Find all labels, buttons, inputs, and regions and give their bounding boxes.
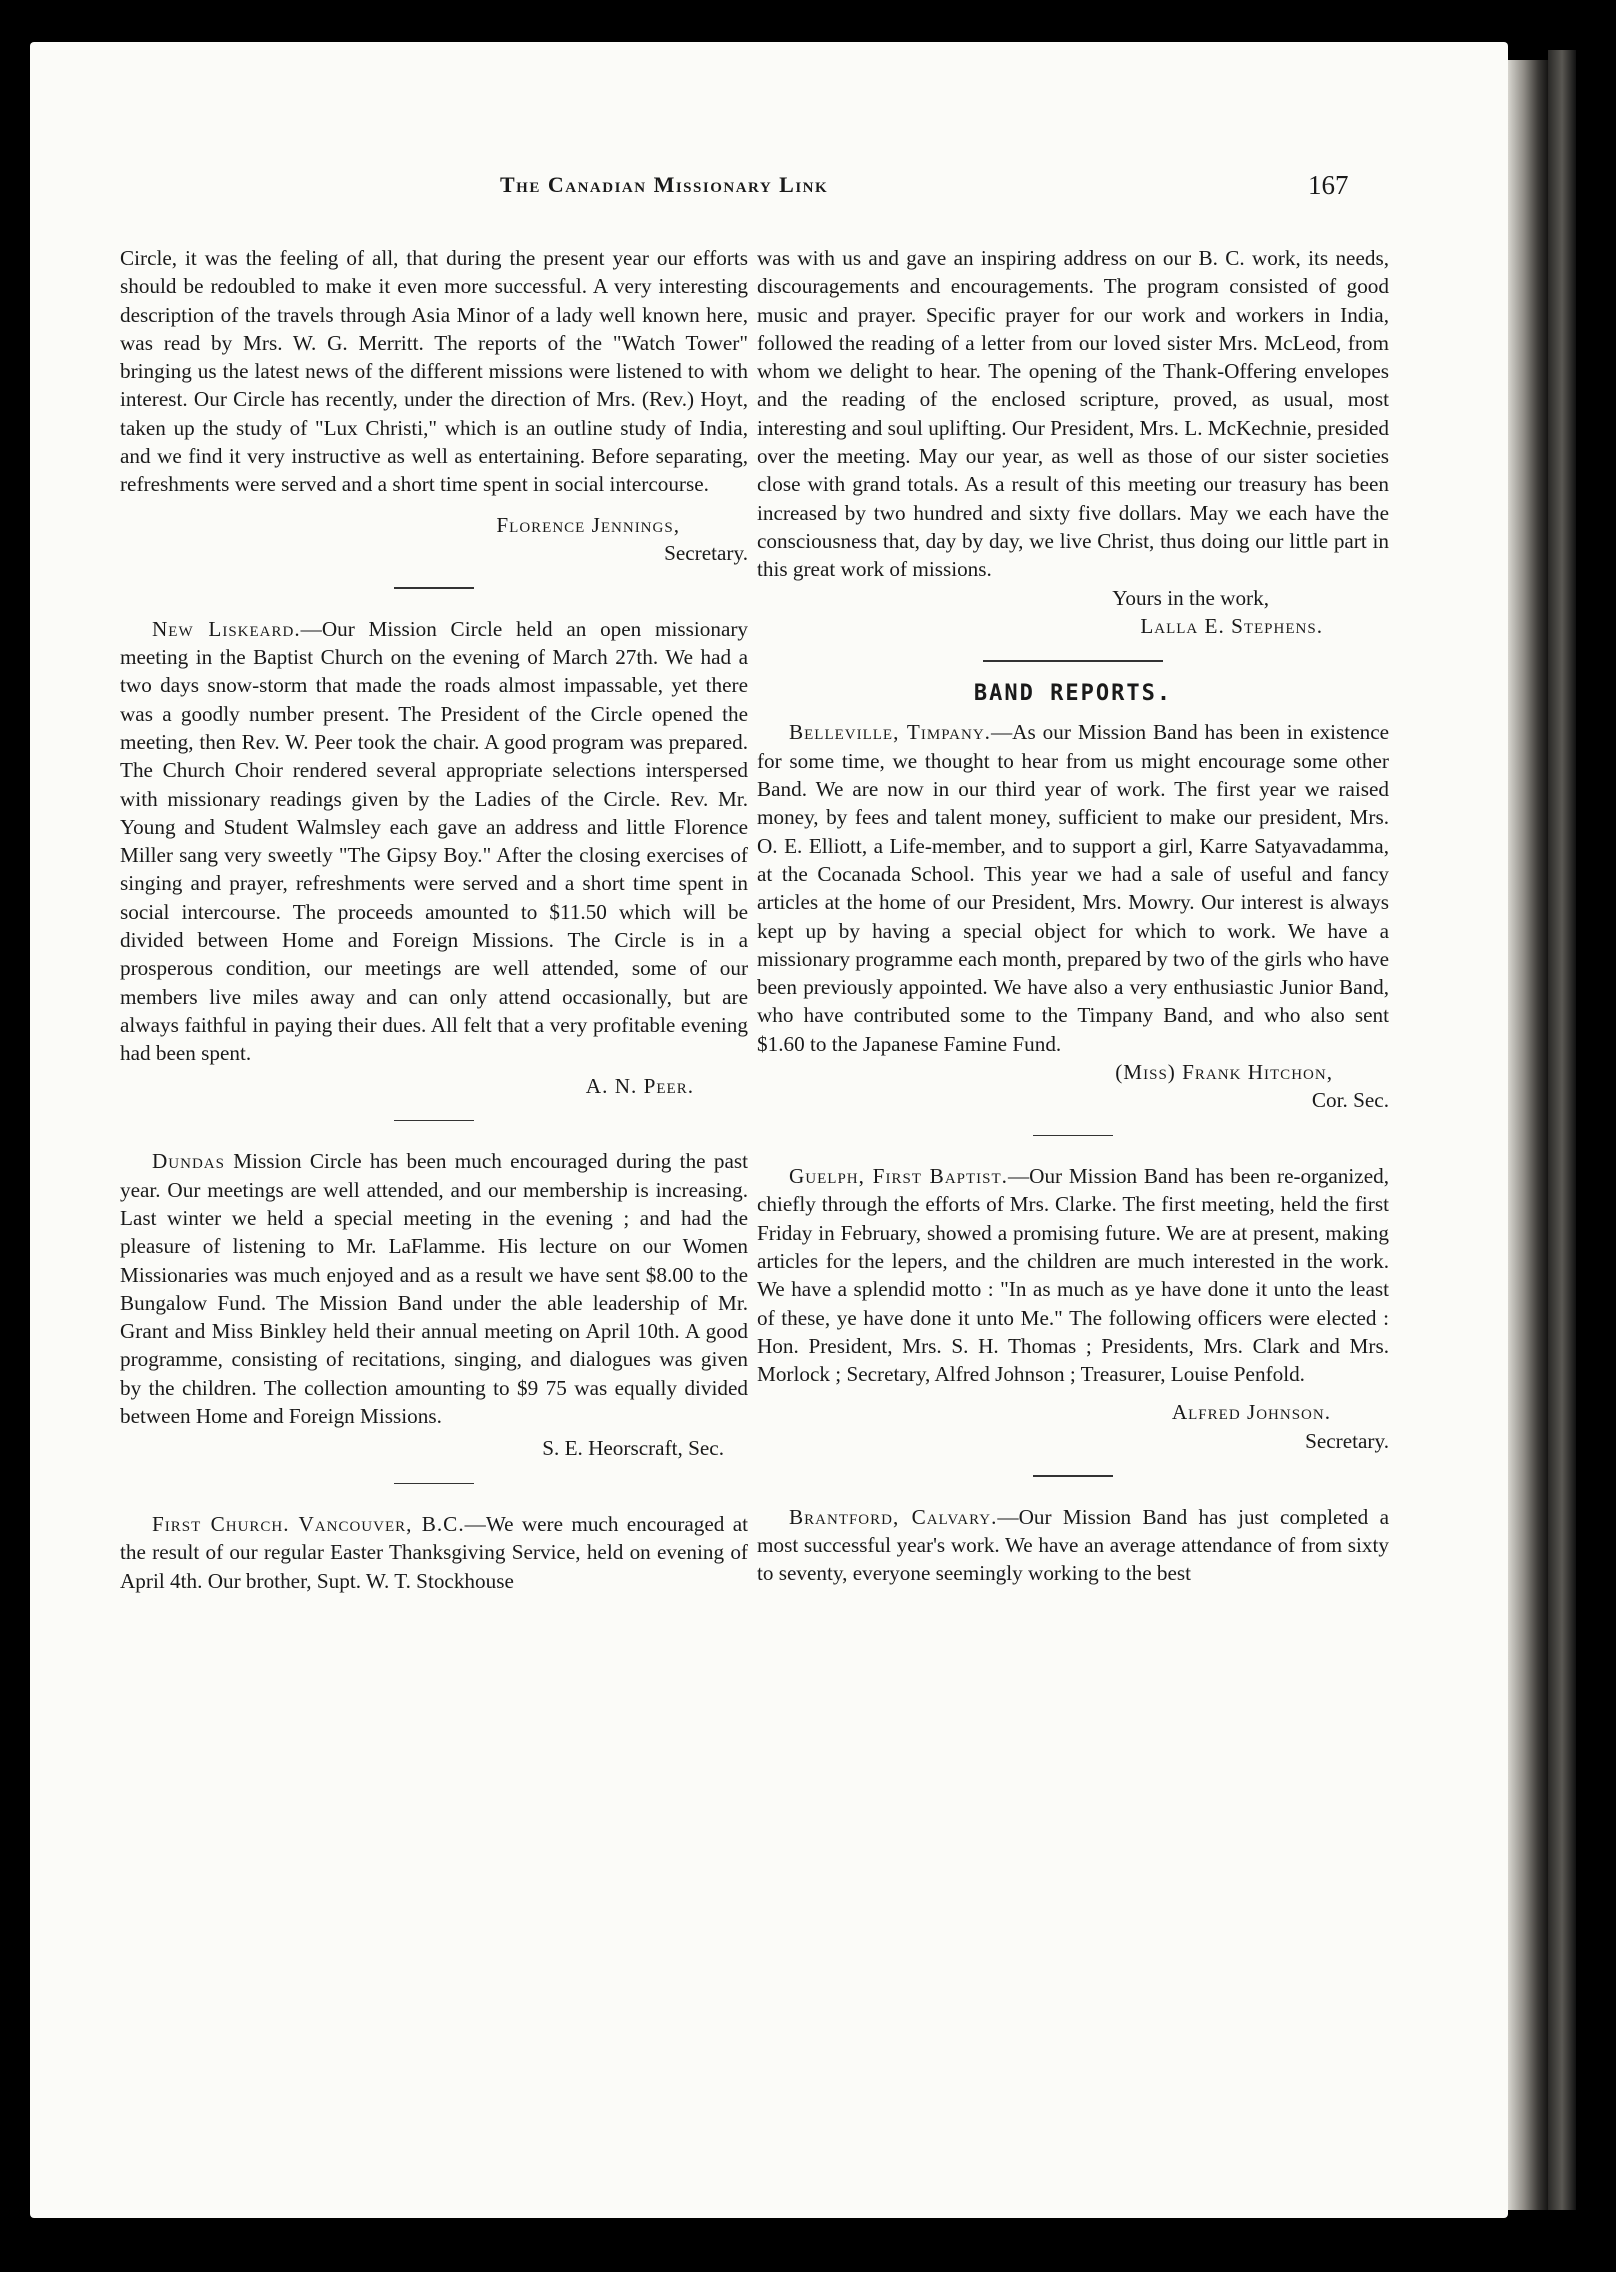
band-reports-heading: BAND REPORTS. xyxy=(973,681,1173,707)
guelph-heading: Guelph, First Baptist. xyxy=(789,1164,1008,1189)
dundas-text: Mission Circle has been much encouraged during the past year. Our meetings are well attended, and our membership is increasing. Last winter we held a special meeting in the evening ; and had the pleasure of listening to Mr. LaFlamme. His lecture on our Women Missionaries was much enjoyed and as a result we have sent $8.00 to the Bungalow Fund. The Mission Band under the able leadership of Mr. Grant and Miss Binkley held their annual meeting on April 10th. A good programme, consisting of recitations, singing, and dialogues was given by the children. The collection amounting to $9 75 was equally divided between Home and Foreign Missions. xyxy=(120,1149,748,1428)
page-number: 167 xyxy=(1308,170,1349,200)
guelph-report xyxy=(757,1162,1389,1388)
belleville-heading: Belleville, Timpany. xyxy=(789,720,991,745)
brantford-report xyxy=(757,1503,1389,1588)
section-divider xyxy=(394,1483,474,1485)
dundas-heading: Dundas xyxy=(152,1149,225,1174)
section-divider xyxy=(1033,1135,1113,1137)
section-divider xyxy=(394,587,474,589)
brantford-heading: Brantford, Calvary. xyxy=(789,1504,998,1529)
circle-report-signature-title: Secretary. xyxy=(664,540,748,565)
circle-report-text: Circle, it was the feeling of all, that during the present year our efforts should be redoubled to make it even more successful. A very interesting description of the travels through Asia Minor of a lady well known here, was read by Mrs. W. G. Merritt. The reports of the "Watch Tower" bringing us the latest news of the different missions were listened to with interest. Our Circle has recently, under the direction of Mrs. (Rev.) Hoyt, taken up the study of "Lux Christi," which is an outline study of India, and we find it very instructive as well as entertaining. Before separating, refreshments were served and a short time spent in social intercourse. xyxy=(120,246,748,497)
vancouver-continued-text: was with us and gave an inspiring address on our B. C. work, its needs, discouragements and encouragements. The program consisted of good music and prayer. Specific prayer for our work and workers in India, followed the reading of a letter from our loved sister Mrs. McLeod, from whom we delight to hear. The opening of the Thank-Offering envelopes and the reading of the enclosed scripture, proved, as usual, most interesting and soul uplifting. Our President, Mrs. L. McKechnie, presided over the meeting. May our year, as well as those of our sister societies close with grand totals. As a result of this meeting our treasury has been increased by two hundred and sixty five dollars. May we each have the consciousness that, day by day, we live Christ, thus doing our little part in this great work of missions. xyxy=(757,246,1389,582)
right-column xyxy=(757,244,1389,1587)
belleville-report xyxy=(757,718,1389,1058)
section-divider xyxy=(1033,1475,1113,1477)
guelph-signature-title: Secretary. xyxy=(1305,1428,1389,1453)
brantford-text: —Our Mission Band has just completed a most successful year's work. We have an average attendance of from sixty to seventy, everyone seemingly working to the best xyxy=(757,1504,1389,1586)
book-spine-edge xyxy=(1508,60,1548,2210)
left-column xyxy=(120,244,748,1595)
running-header: The Canadian Missionary Link xyxy=(500,172,829,197)
new-liskeard-heading: New Liskeard. xyxy=(152,616,301,641)
first-church-report xyxy=(120,1510,748,1595)
guelph-text: —Our Mission Band has been re-organized, chiefly through the efforts of Mrs. Clarke. The first meeting, held the first Friday in February, showed a promising future. We are at present, making articles for the lepers, and the children are much interested in the work. We have a splendid motto : "In as much as ye have done it unto the least of these, ye have done it unto Me." The following officers were elected : Hon. President, Mrs. S. H. Thomas ; Presidents, Mrs. Clark and Mrs. Morlock ; Secretary, Alfred Johnson ; Treasurer, Louise Penfold. xyxy=(757,1164,1389,1387)
vancouver-closing: Yours in the work, xyxy=(1112,585,1269,610)
belleville-signature: (Miss) Frank Hitchon, xyxy=(1115,1060,1333,1085)
guelph-signature: Alfred Johnson. xyxy=(1171,1400,1331,1425)
section-divider-wide xyxy=(983,660,1163,662)
dundas-report xyxy=(120,1147,748,1430)
belleville-text: —As our Mission Band has been in existence for some time, we thought to hear from us might encourage some other Band. We are now in our third year of work. The first year we raised money, by fees and talent money, sufficient to make our president, Mrs. O. E. Elliott, a Life-member, and to support a girl, Karre Satyavadamma, at the Cocanada School. This year we had a sale of useful and fancy articles at the home of our President, Mrs. Mowry. Our interest is always kept up by having a special object for which to work. We have a missionary programme each month, prepared by two of the girls who have been previously appointed. We have also a very enthusiastic Junior Band, who have contributed some to the Timpany Band, and who also sent $1.60 to the Japanese Famine Fund. xyxy=(757,720,1389,1056)
vancouver-signature: Lalla E. Stephens. xyxy=(1140,613,1323,638)
dundas-signature: S. E. Heorscraft, Sec. xyxy=(542,1436,724,1461)
section-divider xyxy=(394,1120,474,1122)
book-cover-edge xyxy=(1548,50,1576,2210)
circle-report-signature: Florence Jennings, xyxy=(496,512,680,537)
new-liskeard-report xyxy=(120,615,748,1068)
belleville-signature-title: Cor. Sec. xyxy=(1311,1088,1389,1113)
first-church-heading: First Church. Vancouver, B.C. xyxy=(152,1512,465,1537)
new-liskeard-text: —Our Mission Circle held an open missionary meeting in the Baptist Church on the evening of March 27th. We had a two days snow-storm that made the roads almost impassable, yet there was a goodly number present. The President of the Circle opened the meeting, then Rev. W. Peer took the chair. A good program was prepared. The Church Choir rendered several appropriate selections interspersed with missionary readings given by the Ladies of the Circle. Rev. Mr. Young and Student Walmsley each gave an address and little Florence Miller sang very sweetly "The Gipsy Boy." After the closing exercises of singing and prayer, refreshments were served and a short time spent in social intercourse. The proceeds amounted to $11.50 which will be divided between Home and Foreign Missions. The Circle is in a prosperous condition, our meetings are well attended, some of our members live miles away and can only attend occasionally, but are always faithful in paying their dues. All felt that a very profitable evening had been spent. xyxy=(120,616,748,1066)
first-church-text: —We were much encouraged at the result of our regular Easter Thanksgiving Service, held on evening of April 4th. Our brother, Supt. W. T. Stockhouse xyxy=(120,1512,748,1593)
new-liskeard-signature: A. N. Peer. xyxy=(585,1073,694,1098)
